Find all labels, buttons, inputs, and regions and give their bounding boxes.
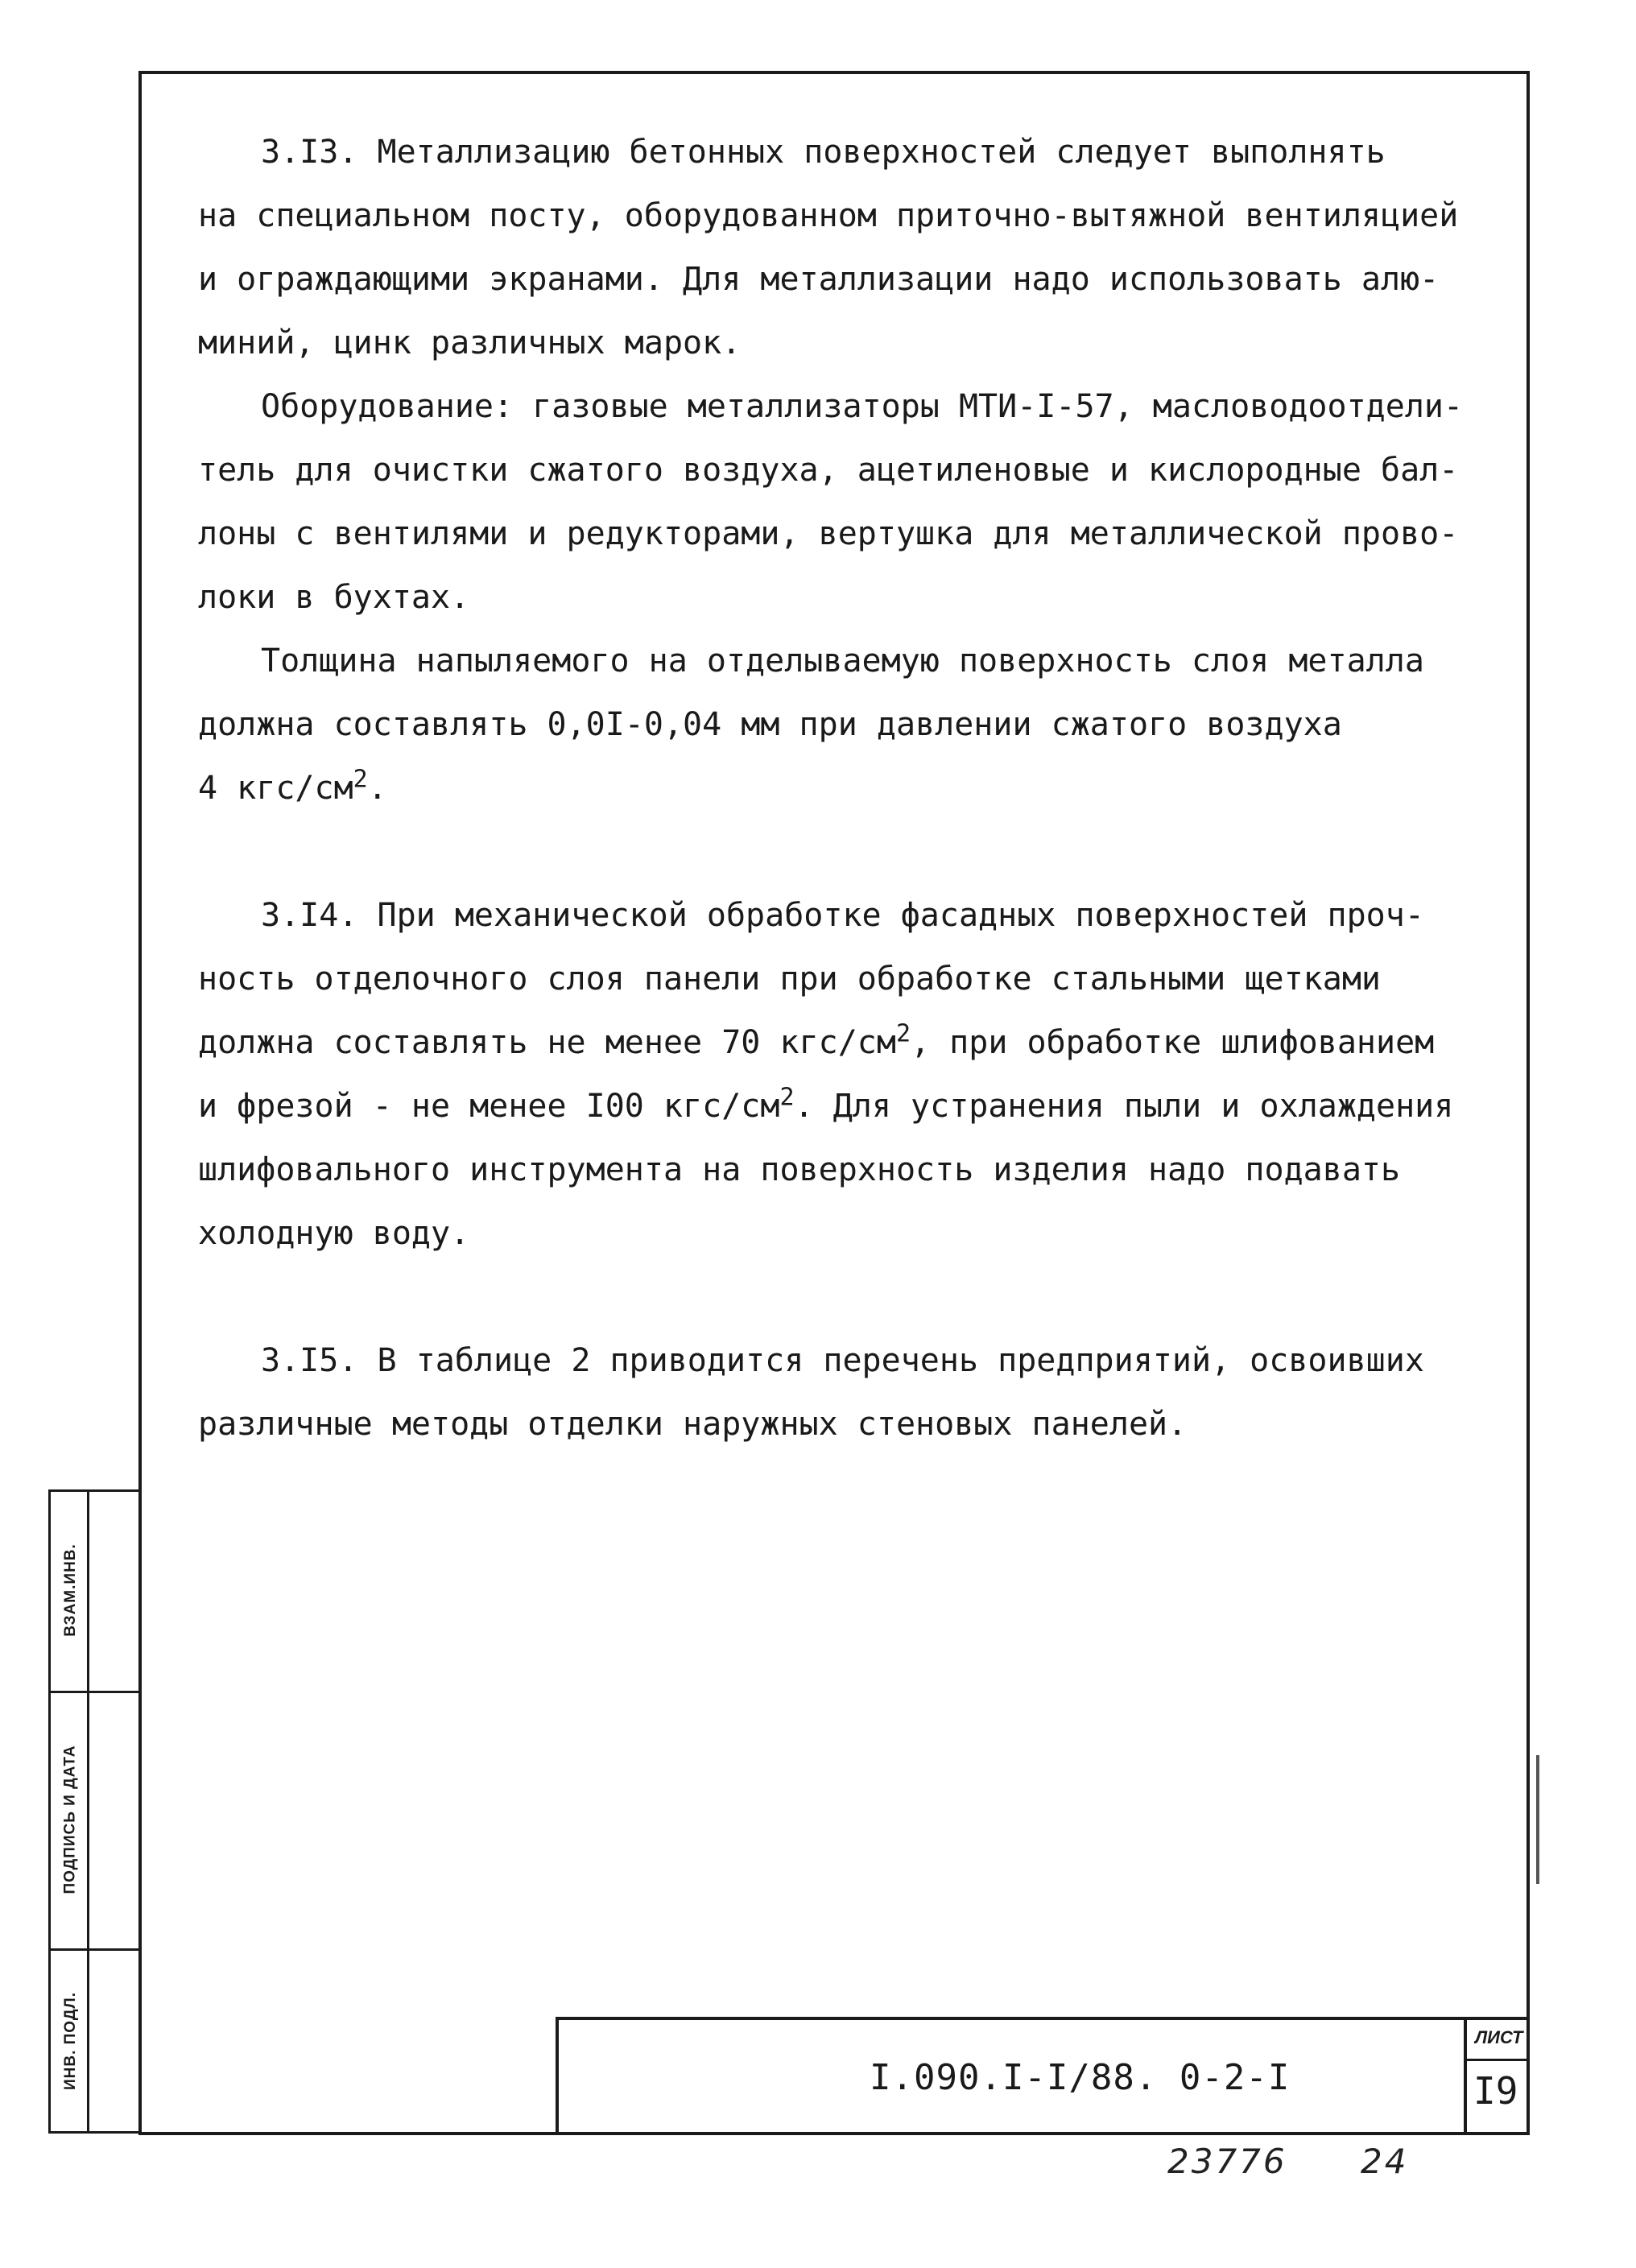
text-run: и фрезой - не менее I00 кгс/см: [198, 1088, 780, 1125]
para-3-14-line: [198, 1075, 1502, 1138]
para-equipment-line: тель для очистки сжатого воздуха, ацетиленовые и кислородные бал-: [198, 452, 1459, 489]
para-3-14-line: шлифовального инструмента на поверхность изделия надо подавать: [198, 1151, 1401, 1188]
para-3-13-line: и ограждающими экранами. Для металлизации надо использовать алю-: [198, 261, 1440, 298]
text-run: . Для устранения пыли и охлаждения: [794, 1088, 1454, 1125]
side-stamp-inv: [53, 1948, 89, 2134]
para-3-14-line: холодную воду.: [198, 1215, 470, 1252]
page-frame-bottom: [138, 2132, 1530, 2135]
thickness-value: 4 кгс/см: [198, 770, 353, 807]
para-3-14-line: [198, 1011, 1502, 1075]
para-3-14-line: 3.I4. При механической обработке фасадных поверхностей проч-: [261, 897, 1424, 934]
handwritten-page-number: 24: [1361, 2142, 1409, 2181]
scan-edge-mark: [1536, 1755, 1539, 1884]
para-3-15-line: 3.I5. В таблице 2 приводится перечень предприятий, освоивших: [261, 1342, 1424, 1379]
sheet-divider: [1464, 2059, 1530, 2061]
side-stamp-podpis-label: ПОДПИСЬ И ДАТА: [62, 1745, 80, 1894]
para-thickness-line: Толщина напыляемого на отделываемую поверхность слоя металла: [261, 642, 1424, 680]
paragraph-gap: [198, 820, 1502, 884]
archive-number: 23776: [1167, 2142, 1287, 2181]
punctuation: .: [367, 770, 387, 807]
side-stamp-inv-label: ИНВ. ПОДЛ.: [62, 1992, 79, 2090]
side-stamp-podpis: [53, 1691, 89, 1948]
side-stamp: [48, 1489, 138, 2134]
paragraph-gap: [198, 1266, 1502, 1329]
para-3-13-line: миний, цинк различных марок.: [198, 324, 742, 361]
superscript: 2: [895, 1019, 911, 1048]
para-3-13-line: на специальном посту, оборудованном приточно-вытяжной вентиляцией: [198, 197, 1459, 234]
superscript: 2: [353, 765, 368, 794]
para-3-13-line: 3.I3. Металлизацию бетонных поверхностей следует выполнять: [261, 134, 1386, 171]
sheet-label: ЛИСТ: [1475, 2027, 1523, 2047]
body-text: [198, 121, 1502, 1456]
side-stamp-vzam-label: ВЗАМ.ИНВ.: [62, 1543, 80, 1637]
side-stamp-vzam: [53, 1489, 89, 1691]
para-equipment-line: Оборудование: газовые металлизаторы МТИ-I-57, масловодоотдели-: [261, 388, 1464, 425]
para-equipment-line: локи в бухтах.: [198, 579, 470, 616]
para-thickness-line: должна составлять 0,0I-0,04 мм при давлении сжатого воздуха: [198, 706, 1342, 743]
superscript: 2: [779, 1083, 795, 1112]
document-code: I.090.I-I/88. 0-2-I: [870, 2057, 1291, 2098]
text-run: должна составлять не менее 70 кгс/см: [198, 1024, 896, 1061]
sheet-number: I9: [1473, 2069, 1518, 2113]
para-3-15-line: различные методы отделки наружных стеновых панелей.: [198, 1406, 1188, 1443]
para-thickness-line: [198, 757, 1502, 820]
side-stamp-border: [48, 1489, 51, 2134]
para-equipment-line: лоны с вентилями и редукторами, вертушка для металлической прово-: [198, 515, 1459, 552]
text-run: , при обработке шлифованием: [911, 1024, 1435, 1061]
para-3-14-line: ность отделочного слоя панели при обработке стальными щетками: [198, 960, 1382, 998]
